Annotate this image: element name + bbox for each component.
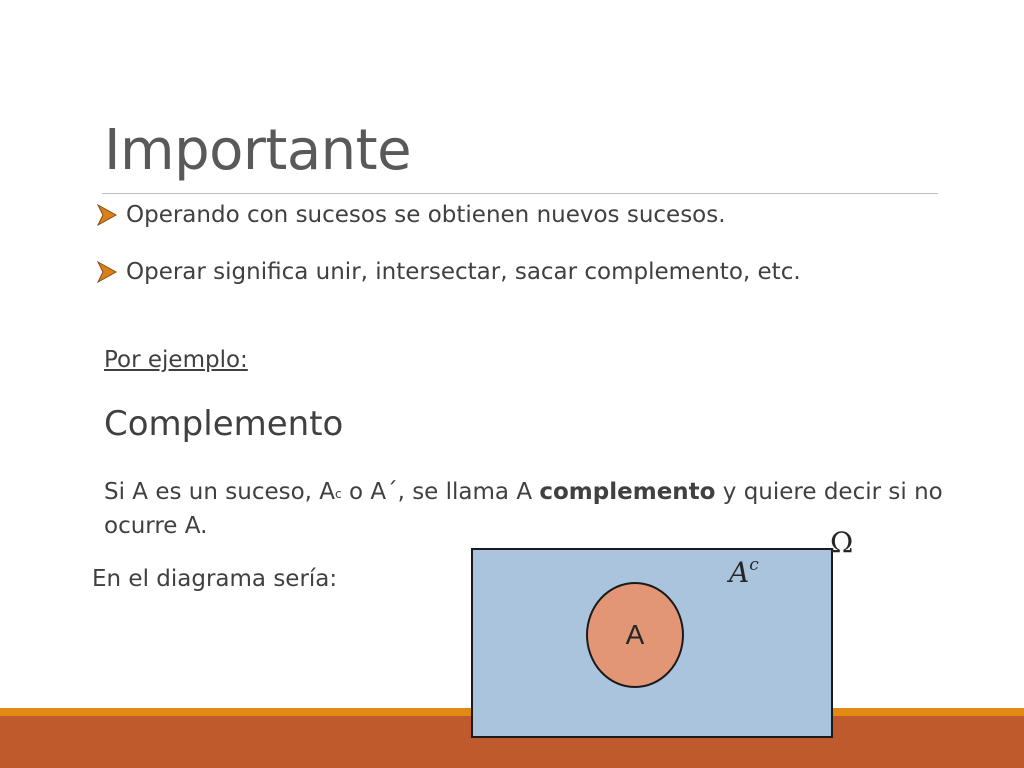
bullet-text: Operando con sucesos se obtienen nuevos sucesos. bbox=[126, 202, 726, 228]
paragraph-text: Si A es un suceso, A bbox=[104, 479, 336, 505]
complement-label bbox=[729, 556, 759, 589]
arrow-right-bullet-icon bbox=[96, 261, 118, 283]
complement-sup: c bbox=[749, 554, 759, 575]
bullet-item bbox=[96, 259, 801, 285]
bullet-text: Operar significa unir, intersectar, sacar complemento, etc. bbox=[126, 259, 801, 285]
complement-base: A bbox=[729, 556, 750, 589]
bullet-item bbox=[96, 202, 726, 228]
title-divider bbox=[102, 193, 938, 194]
paragraph-text: o A´, se llama A bbox=[341, 479, 540, 505]
venn-set-a-circle bbox=[586, 582, 684, 688]
slide-title: Importante bbox=[104, 118, 412, 183]
definition-paragraph bbox=[104, 475, 954, 543]
superscript-c: c bbox=[335, 487, 342, 501]
paragraph-text: y quiere decir si no ocurre A. bbox=[104, 479, 943, 539]
section-heading: Complemento bbox=[104, 404, 344, 444]
diagram-intro: En el diagrama sería: bbox=[92, 566, 338, 592]
arrow-right-bullet-icon bbox=[96, 204, 118, 226]
example-label: Por ejemplo: bbox=[104, 347, 248, 373]
bold-term: complemento bbox=[539, 479, 716, 505]
set-a-label: A bbox=[625, 619, 645, 650]
universe-symbol: Ω bbox=[830, 526, 854, 559]
